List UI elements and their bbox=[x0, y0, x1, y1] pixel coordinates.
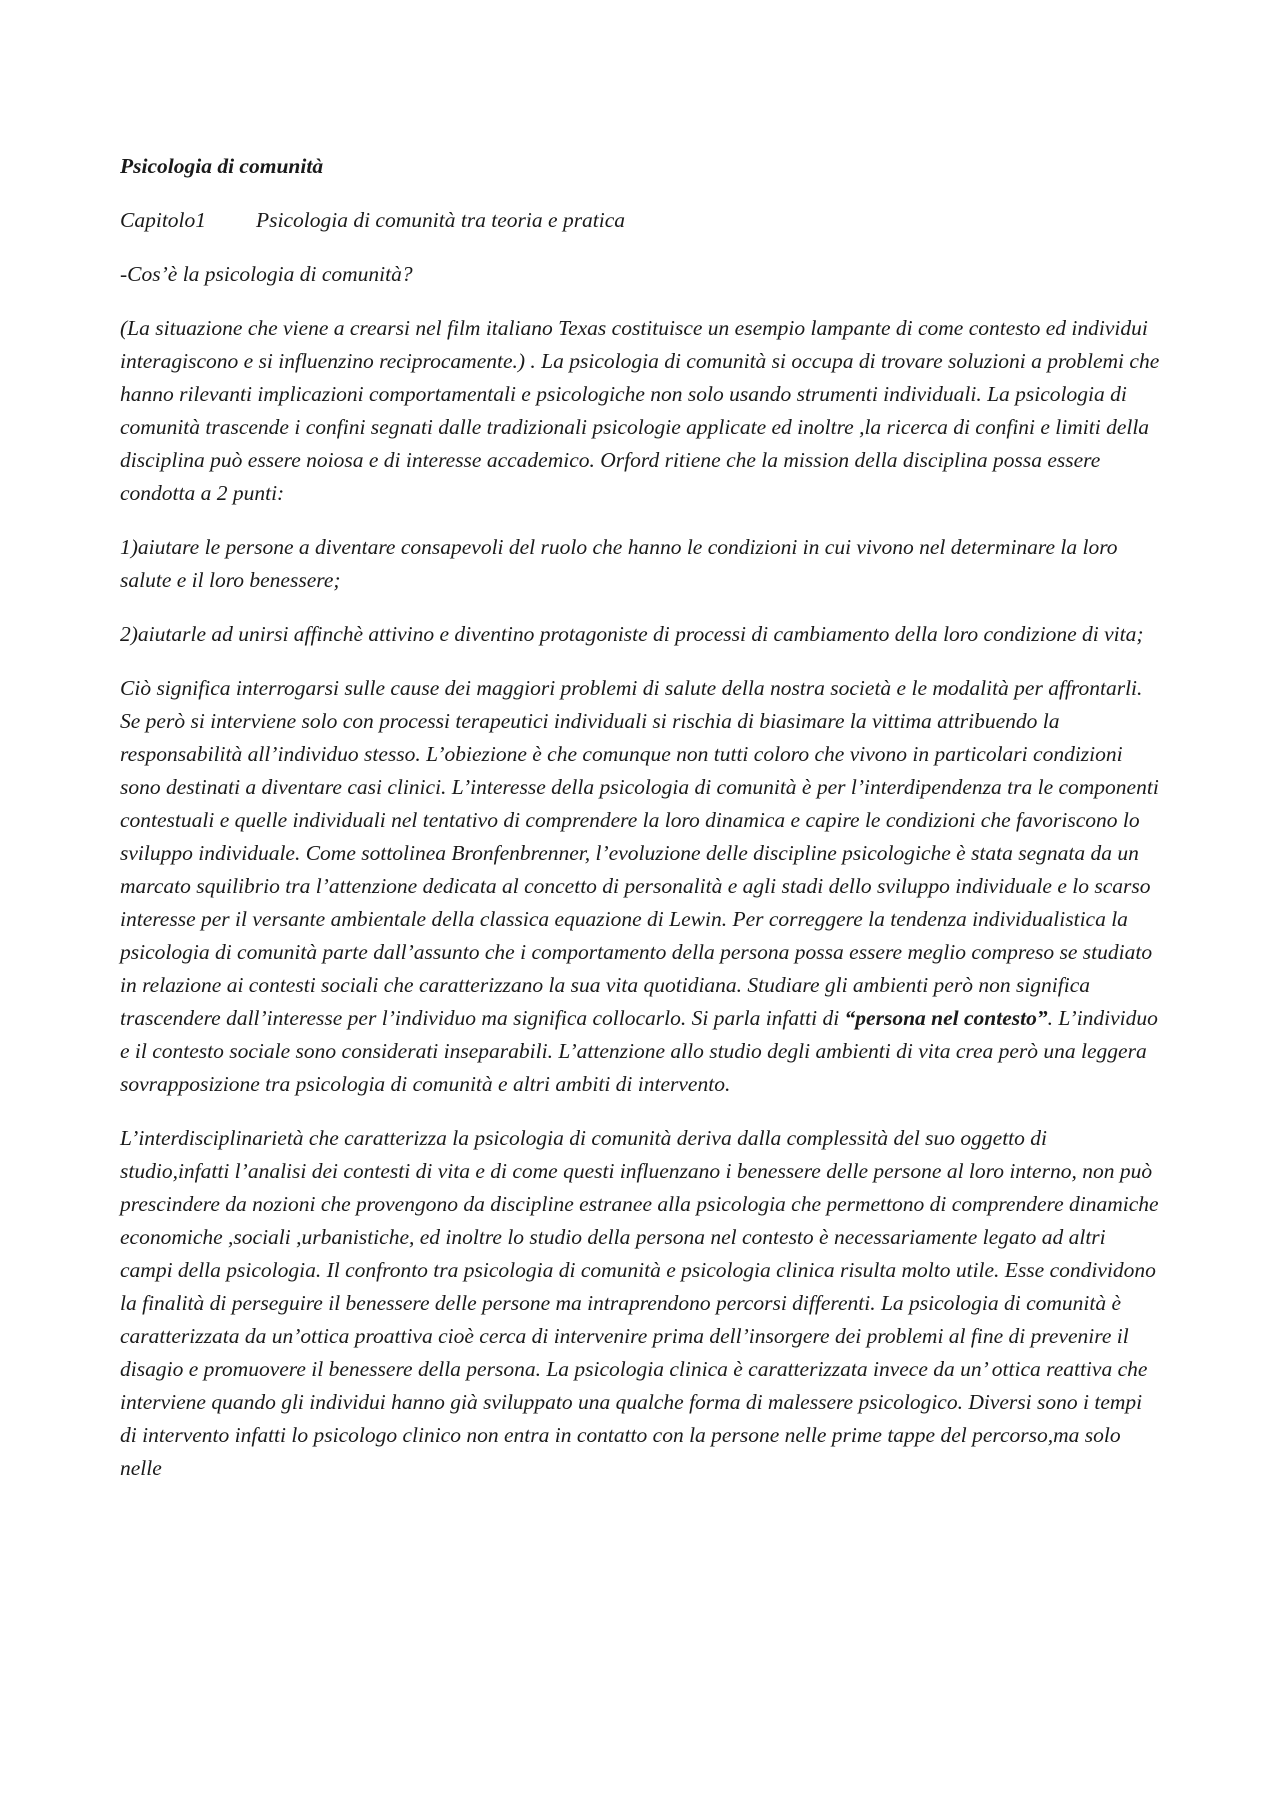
paragraph-interdisciplinarity: L’interdisciplinarietà che caratterizza la psicologia di comunità deriva dalla complessità del suo oggetto di studio,infatti l’analisi dei contesti di vita e di come questi influenzano i benessere delle persone al loro interno, non può prescindere da nozioni che provengono da discipline estranee alla psicologia che permettono di comprendere dinamiche economiche ,sociali ,urbanistiche, ed inoltre lo studio della persona nel contesto è necessariamente legato ad altri campi della psicologia. Il confronto tra psicologia di comunità e psicologia clinica risulta molto utile. Esse condividono la finalità di perseguire il benessere delle persone ma intraprendono percorsi differenti. La psicologia di comunità è caratterizzata da un’ottica proattiva cioè cerca di intervenire prima dell’insorgere dei problemi al fine di prevenire il disagio e promuovere il benessere della persona. La psicologia clinica è caratterizzata invece da un’ ottica reattiva che interviene quando gli individui hanno già sviluppato una qualche forma di malessere psicologico. Diversi sono i tempi di intervento infatti lo psicologo clinico non entra in contatto con la persone nelle prime tappe del percorso,ma solo nelle bbox=[120, 1126, 1159, 1480]
chapter-title: Psicologia di comunità tra teoria e pratica bbox=[256, 208, 626, 232]
document-title: Psicologia di comunità bbox=[120, 154, 324, 178]
paragraph-intro: (La situazione che viene a crearsi nel film italiano Texas costituisce un esempio lampante di come contesto ed individui interagiscono e si influenzino reciprocamente.) . La psicologia di comunità si occupa di trovare soluzioni a problemi che hanno rilevanti implicazioni comportamentali e psicologiche non solo usando strumenti individuali. La psicologia di comunità trascende i confini segnati dalle tradizionali psicologie applicate ed inoltre ,la ricerca di confini e limiti della disciplina può essere noiosa e di interesse accademico. Orford ritiene che la mission della disciplina possa essere condotta a 2 punti: bbox=[120, 316, 1160, 505]
section-question: -Cos’è la psicologia di comunità? bbox=[120, 262, 413, 286]
chapter-number: Capitolo1 bbox=[120, 208, 207, 232]
document-page bbox=[120, 150, 1160, 1506]
paragraph-text: . L’individuo e il contesto sociale sono considerati inseparabili. L’attenzione allo studio degli ambienti di vita crea però una leggera sovrapposizione tra psicologia di comunità e altri ambiti di intervento. bbox=[120, 1006, 1158, 1096]
emphasis-persona-nel-contesto: “persona nel contesto” bbox=[844, 1006, 1048, 1030]
mission-point-2: 2)aiutarle ad unirsi affinchè attivino e diventino protagoniste di processi di cambiamento della loro condizione di vita; bbox=[120, 622, 1144, 646]
paragraph-text: Ciò significa interrogarsi sulle cause dei maggiori problemi di salute della nostra società e le modalità per affrontarli. Se però si interviene solo con processi terapeutici individuali si rischia di biasimare la vittima attribuendo la responsabilità all’individuo stesso. L’obiezione è che comunque non tutti coloro che vivono in particolari condizioni sono destinati a diventare casi clinici. L’interesse della psicologia di comunità è per l’interdipendenza tra le componenti contestuali e quelle individuali nel tentativo di comprendere la loro dinamica e capire le condizioni che favoriscono lo sviluppo individuale. Come sottolinea Bronfenbrenner, l’evoluzione delle discipline psicologiche è stata segnata da un marcato squilibrio tra l’attenzione dedicata al concetto di personalità e agli stadi dello sviluppo individuale e lo scarso interesse per il versante ambientale della classica equazione di Lewin. Per correggere la tendenza individualistica la psicologia di comunità parte dall’assunto che i comportamento della persona possa essere meglio compreso se studiato in relazione ai contesti sociali che caratterizzano la sua vita quotidiana. Studiare gli ambienti però non significa trascendere dall’interesse per l’individuo ma significa collocarlo. Si parla infatti di bbox=[120, 676, 1159, 1030]
paragraph-person-context bbox=[120, 672, 1160, 1101]
chapter-heading bbox=[120, 204, 1160, 237]
mission-point-1: 1)aiutare le persone a diventare consapevoli del ruolo che hanno le condizioni in cui vivono nel determinare la loro salute e il loro benessere; bbox=[120, 535, 1118, 592]
